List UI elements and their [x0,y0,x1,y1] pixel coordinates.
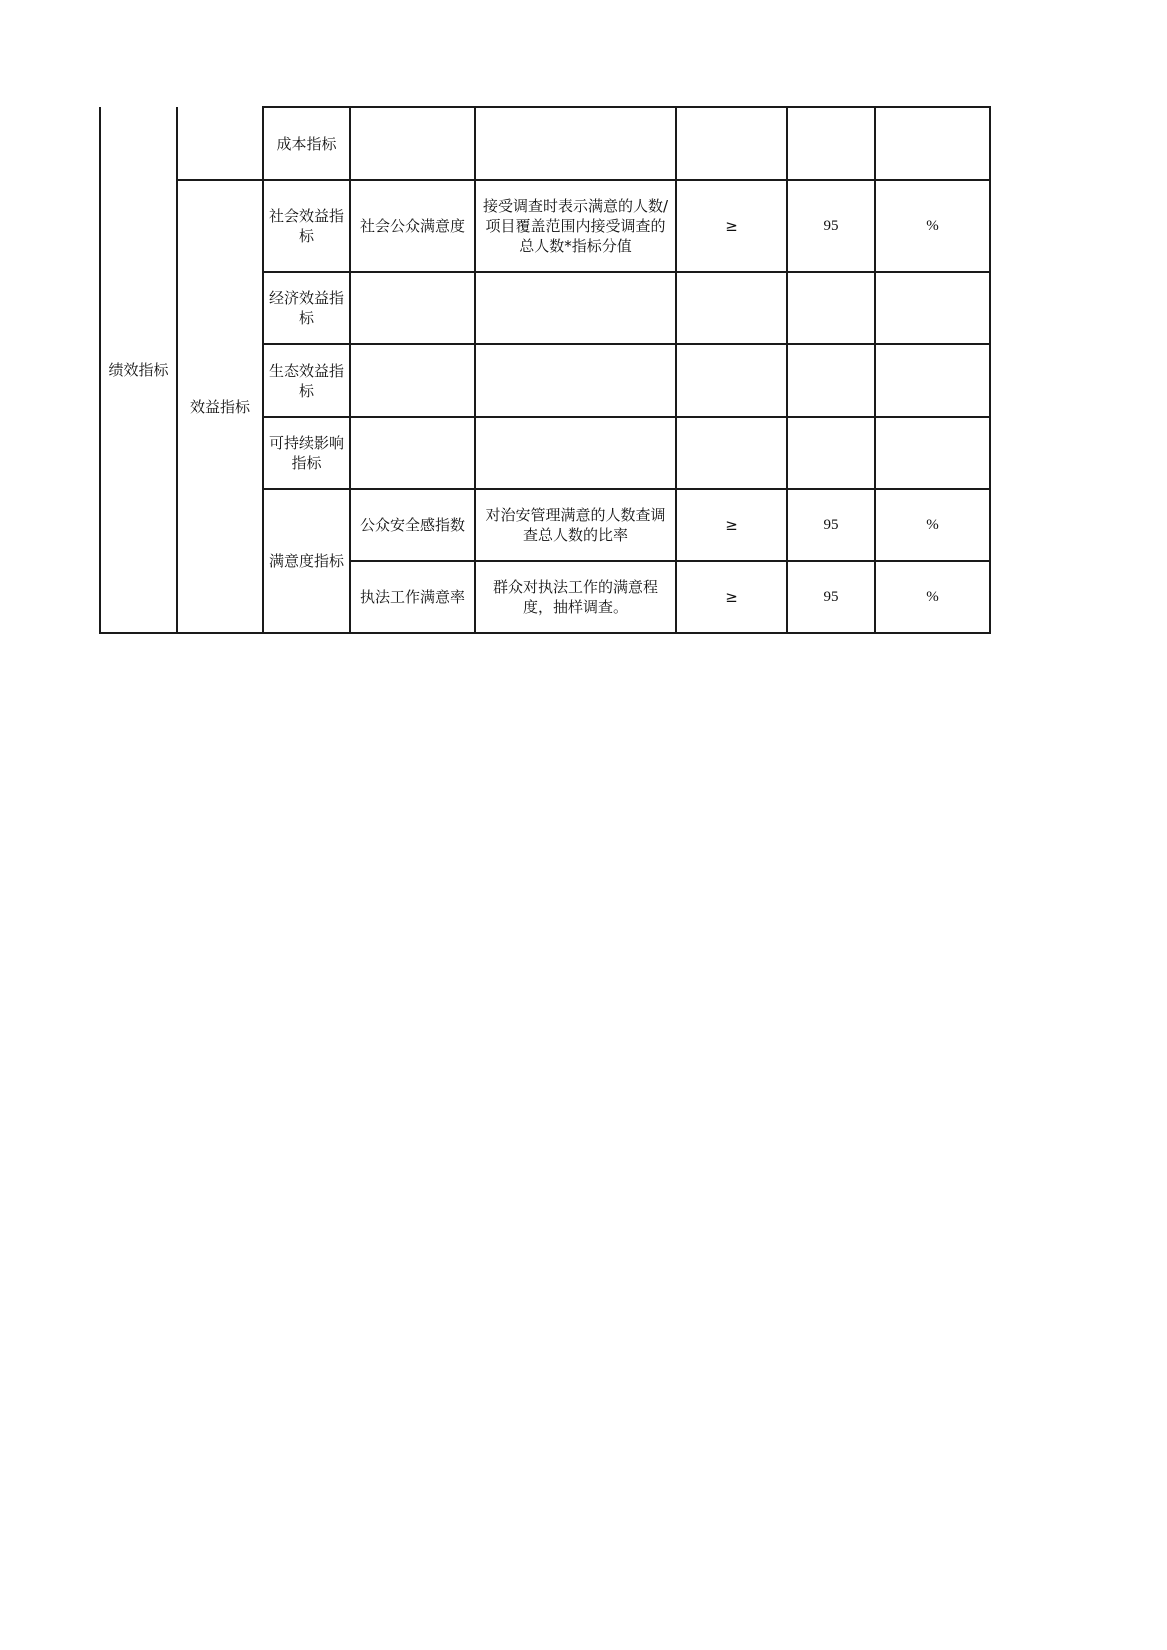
level1-cell: 绩效指标 [100,107,177,633]
target-cell [787,107,875,180]
method-cell [475,344,676,417]
indicator-cell: 社会公众满意度 [350,180,475,272]
unit-cell [875,107,990,180]
method-cell [475,107,676,180]
level3-cell: 可持续影响指标 [263,417,350,489]
unit-cell: % [875,561,990,633]
operator-cell [676,344,787,417]
level3-cell: 社会效益指标 [263,180,350,272]
method-cell [475,417,676,489]
indicator-cell [350,417,475,489]
level3-cell: 成本指标 [263,107,350,180]
unit-cell: % [875,180,990,272]
table-row [100,107,990,180]
level2-cell-empty [177,107,263,180]
operator-cell: ≥ [676,180,787,272]
method-cell [475,272,676,344]
level2-cell-benefit: 效益指标 [177,180,263,633]
indicator-cell [350,344,475,417]
target-cell [787,417,875,489]
target-cell [787,344,875,417]
indicator-cell [350,107,475,180]
target-cell [787,272,875,344]
target-cell: 95 [787,180,875,272]
unit-cell [875,344,990,417]
target-cell: 95 [787,489,875,561]
unit-cell: % [875,489,990,561]
unit-cell [875,272,990,344]
method-cell: 群众对执法工作的满意程度，抽样调查。 [475,561,676,633]
level3-cell: 经济效益指标 [263,272,350,344]
indicator-cell: 公众安全感指数 [350,489,475,561]
indicator-cell [350,272,475,344]
unit-cell [875,417,990,489]
operator-cell [676,417,787,489]
operator-cell [676,107,787,180]
operator-cell: ≥ [676,561,787,633]
level3-cell-satisfaction: 满意度指标 [263,489,350,633]
indicator-cell: 执法工作满意率 [350,561,475,633]
operator-cell [676,272,787,344]
table-row [100,180,990,272]
operator-cell: ≥ [676,489,787,561]
level3-cell: 生态效益指标 [263,344,350,417]
target-cell: 95 [787,561,875,633]
performance-indicator-table [99,106,991,634]
method-cell: 接受调查时表示满意的人数/项目覆盖范围内接受调查的总人数*指标分值 [475,180,676,272]
method-cell: 对治安管理满意的人数查调查总人数的比率 [475,489,676,561]
